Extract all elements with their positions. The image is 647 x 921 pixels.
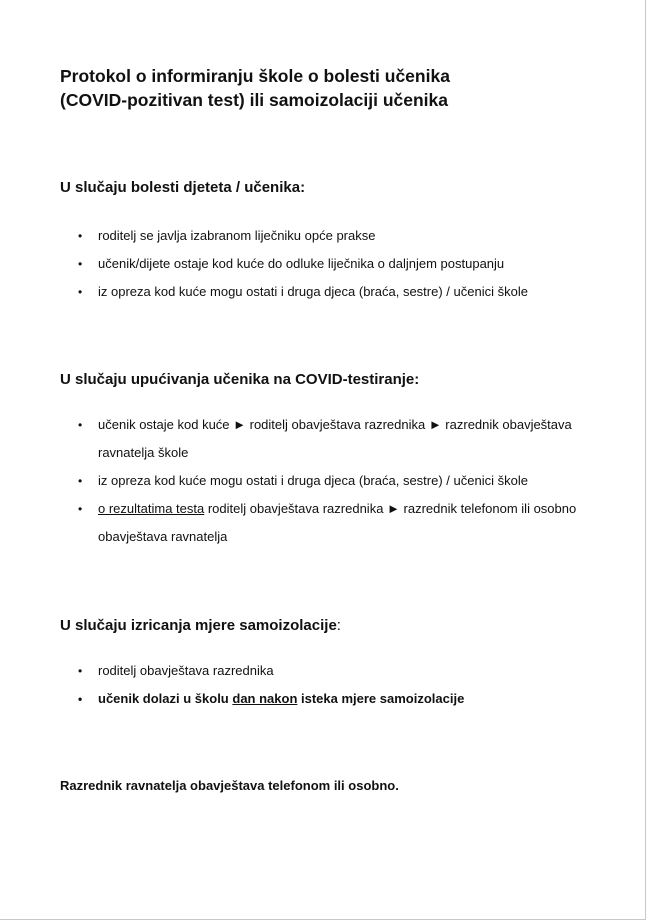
underlined-text: dan nakon xyxy=(232,691,298,706)
list-item xyxy=(60,685,600,713)
item-text: isteka mjere samoizolacije xyxy=(297,691,465,706)
list-item: • roditelj se javlja izabranom liječniku opće prakse xyxy=(60,222,600,250)
list-item xyxy=(60,495,600,551)
selfisolation-list xyxy=(60,657,600,713)
underlined-text: o rezultatima testa xyxy=(98,501,205,516)
heading-colon: : xyxy=(336,617,341,634)
document-title xyxy=(60,64,600,112)
item-text: roditelj obavještava razrednika ► razrednik telefonom ili osobno obavještava ravnatelja xyxy=(98,501,577,544)
item-text: učenik dolazi u školu xyxy=(98,691,233,706)
list-item: • iz opreza kod kuće mogu ostati i druga djeca (braća, sestre) / učenici škole xyxy=(60,278,600,306)
heading-text: U slučaju izricanja mjere samoizolacije xyxy=(60,617,337,634)
illness-list xyxy=(60,222,600,306)
section-heading-testing: U slučaju upućivanja učenika na COVID-testiranje: xyxy=(60,371,420,388)
list-item: • roditelj obavještava razrednika xyxy=(60,657,600,685)
list-item: • učenik/dijete ostaje kod kuće do odluke liječnika o daljnjem postupanju xyxy=(60,250,600,278)
list-item: • učenik ostaje kod kuće ► roditelj obavještava razrednika ► razrednik obavještava ravnatelja škole xyxy=(60,411,600,467)
testing-list xyxy=(60,411,600,551)
list-item: • iz opreza kod kuće mogu ostati i druga djeca (braća, sestre) / učenici škole xyxy=(60,467,600,495)
footer-note: Razrednik ravnatelja obavještava telefonom ili osobno. xyxy=(60,778,399,793)
title-line-1: Protokol o informiranju škole o bolesti učenika xyxy=(60,66,450,86)
title-line-2: (COVID-pozitivan test) ili samoizolaciji učenika xyxy=(60,90,448,110)
section-heading-selfisolation xyxy=(60,616,341,636)
section-heading-illness: U slučaju bolesti djeteta / učenika: xyxy=(60,179,306,196)
